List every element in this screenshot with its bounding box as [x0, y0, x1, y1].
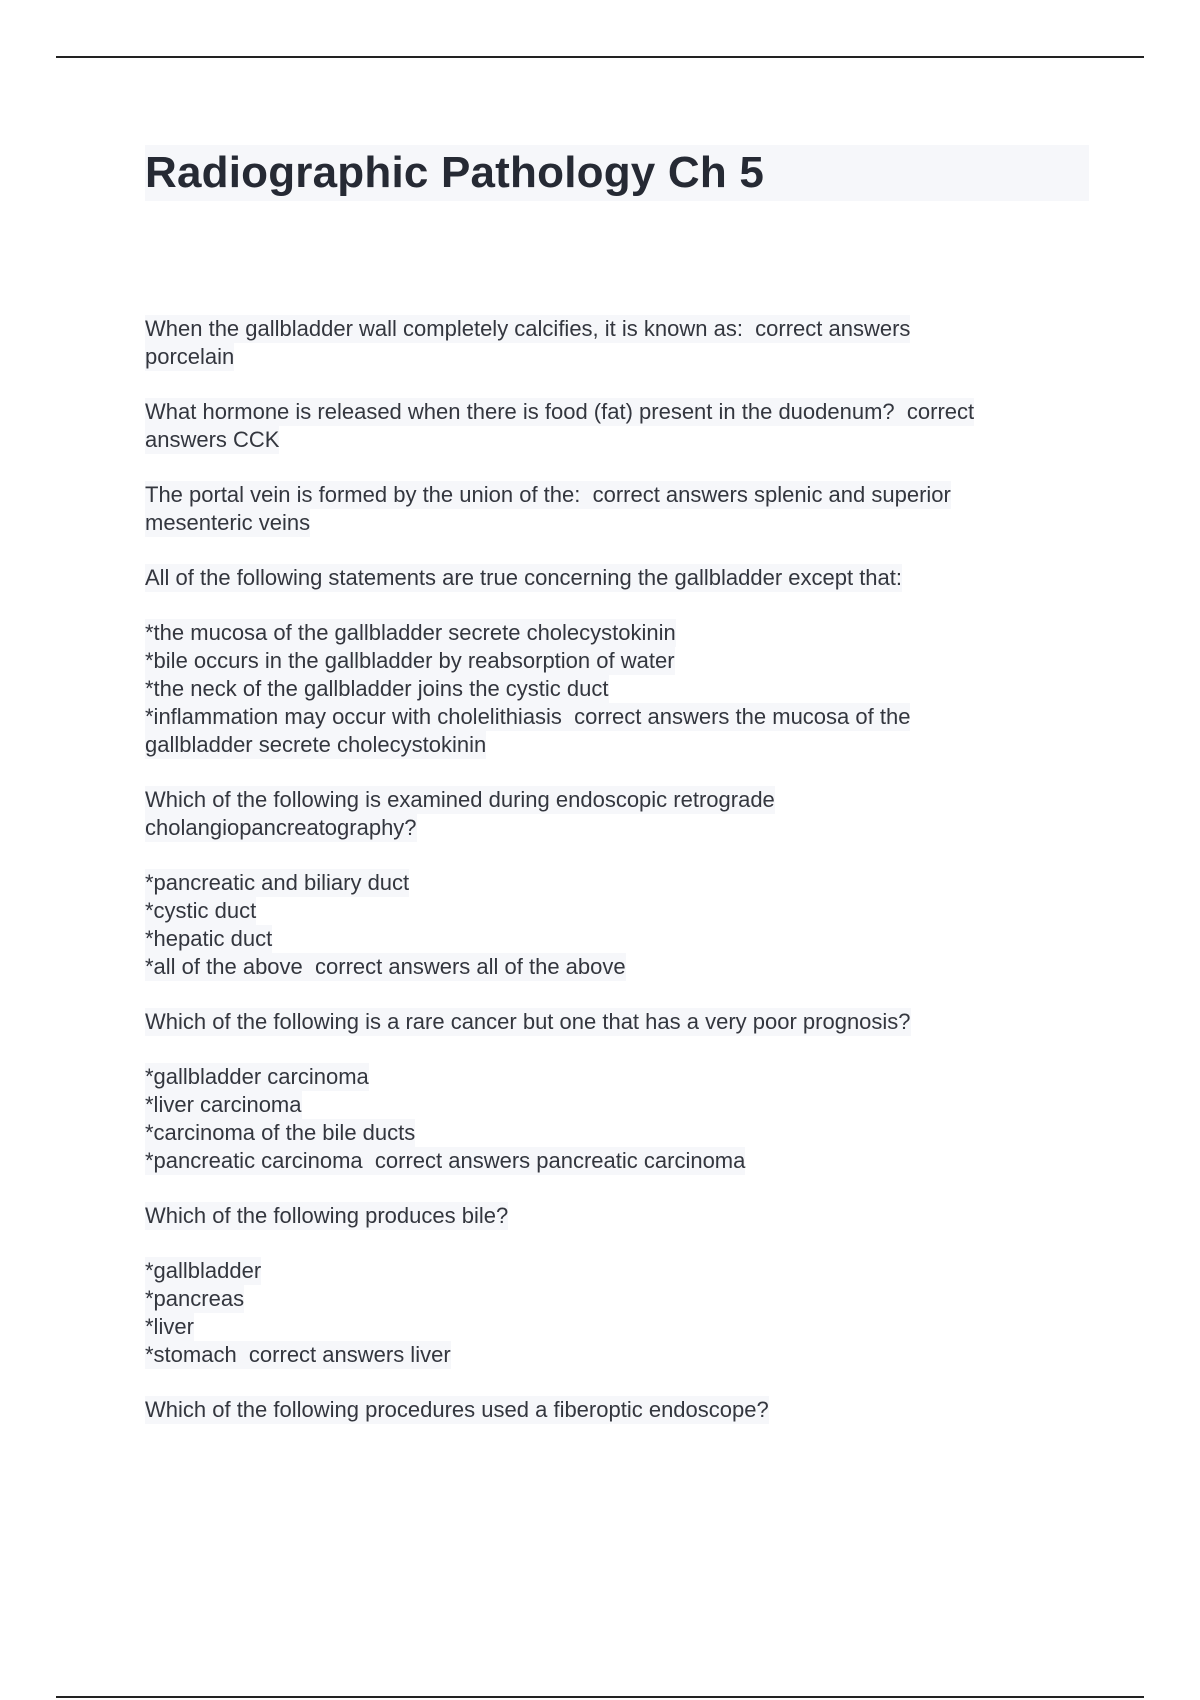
text-line: *the neck of the gallbladder joins the cystic duct [145, 676, 609, 701]
text-line: What hormone is released when there is food (fat) present in the duodenum? correct [145, 399, 975, 424]
text-line: *pancreas [145, 1286, 245, 1311]
text-line: *the mucosa of the gallbladder secrete cholecystokinin [145, 620, 676, 645]
text-line: All of the following statements are true concerning the gallbladder except that: [145, 565, 903, 590]
text-line: When the gallbladder wall completely calcifies, it is known as: correct answers [145, 316, 911, 341]
paragraph [145, 869, 1089, 981]
text-line: *carcinoma of the bile ducts [145, 1120, 416, 1145]
text-line: *inflammation may occur with cholelithiasis correct answers the mucosa of the [145, 704, 911, 729]
paragraph [145, 1202, 1089, 1230]
text-line: *hepatic duct [145, 926, 273, 951]
text-line: *cystic duct [145, 898, 257, 923]
paragraph [145, 1063, 1089, 1175]
document-page [145, 145, 1089, 1451]
paragraph [145, 1396, 1089, 1424]
footer-rule [56, 1696, 1144, 1698]
paragraph [145, 786, 1089, 842]
text-line: gallbladder secrete cholecystokinin [145, 732, 487, 757]
paragraph [145, 1008, 1089, 1036]
text-line: Which of the following procedures used a fiberoptic endoscope? [145, 1397, 769, 1422]
text-line: *liver carcinoma [145, 1092, 302, 1117]
text-line: *gallbladder carcinoma [145, 1064, 369, 1089]
title-block [145, 145, 1089, 201]
header-rule [56, 56, 1144, 58]
paragraph [145, 481, 1089, 537]
text-line: Which of the following is a rare cancer but one that has a very poor prognosis? [145, 1009, 911, 1034]
text-line: The portal vein is formed by the union of the: correct answers splenic and superior [145, 482, 951, 507]
text-line: cholangiopancreatography? [145, 815, 417, 840]
text-line: porcelain [145, 344, 235, 369]
text-line: *pancreatic carcinoma correct answers pancreatic carcinoma [145, 1148, 746, 1173]
text-line: *liver [145, 1314, 194, 1339]
paragraph [145, 1257, 1089, 1369]
document-body [145, 315, 1089, 1424]
text-line: *stomach correct answers liver [145, 1342, 451, 1367]
paragraph [145, 564, 1089, 592]
text-line: *bile occurs in the gallbladder by reabsorption of water [145, 648, 675, 673]
text-line: Which of the following produces bile? [145, 1203, 509, 1228]
paragraph [145, 315, 1089, 371]
paragraph [145, 398, 1089, 454]
text-line: Which of the following is examined during endoscopic retrograde [145, 787, 775, 812]
text-line: mesenteric veins [145, 510, 311, 535]
text-line: *pancreatic and biliary duct [145, 870, 410, 895]
document-title: Radiographic Pathology Ch 5 [145, 148, 765, 197]
text-line: *all of the above correct answers all of the above [145, 954, 626, 979]
text-line: answers CCK [145, 427, 280, 452]
paragraph [145, 619, 1089, 759]
text-line: *gallbladder [145, 1258, 262, 1283]
